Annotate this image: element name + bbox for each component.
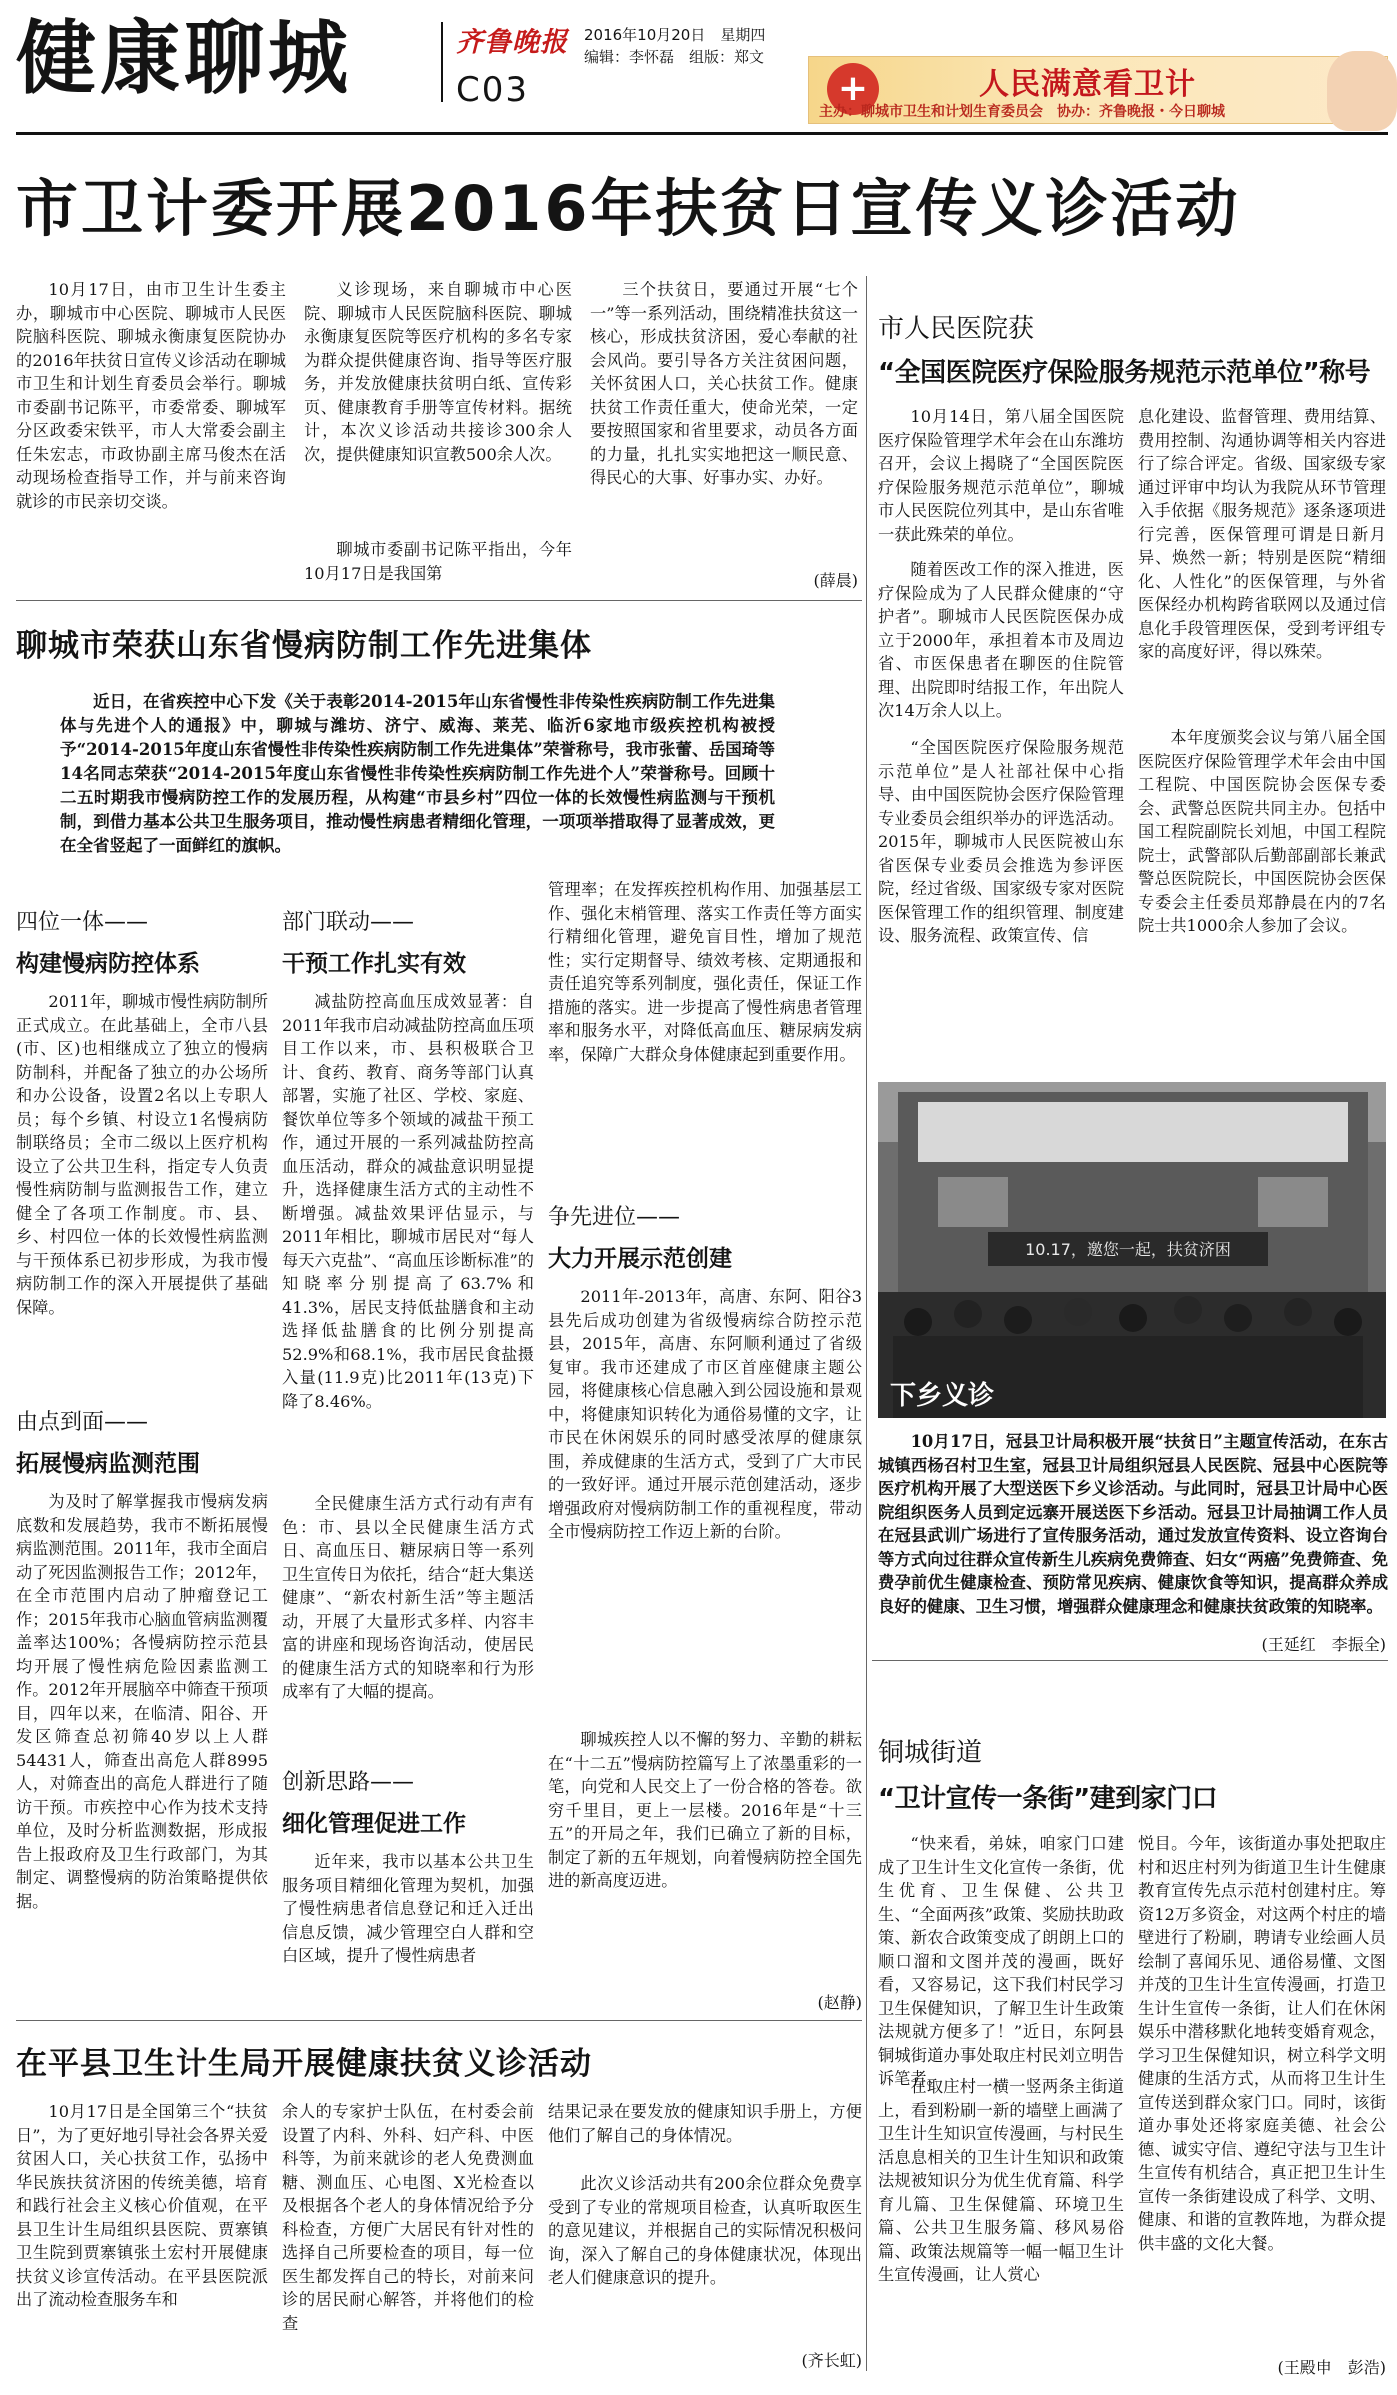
article3-col1: 10月17日是全国第三个“扶贫日”，为了更好地引导社会各界关爱贫困人口，关心扶贫工作，弘扬中华民族扶贫济困的传统美德，培育和践行社会主义核心价值观，在平县卫生计生局组织县医院、贾寨镇卫生院到贾寨镇张土宏村开展健康扶贫义诊宣传活动。在平县医院派出了流动检查服务车和 <box>16 2102 268 2309</box>
article2-col3-text: 管理率；在发挥疾控机构作用、加强基层工作、强化末梢管理、落实工作责任等方面实行精细化管理，避免盲目性，增加了规范性；实行定期督导、绩效考核、定期通报和责任追究等系列制度，强化责任，保证工作措施的落实。进一步提高了慢性病患者管理率和服务水平，对降低高血压、糖尿病发病率，保障广大群众身体健康起到重要作用。 <box>548 880 862 1064</box>
news-photo <box>878 1082 1386 1418</box>
sec5-text1: 2011年-2013年，高唐、东阿、阳谷3县先后成功创建为省级慢病综合防控示范县，2015年，高唐、东阿顺利通过了省级复审。我市还建成了市区首座健康主题公园，将健康核心信息融入到公园设施和景观中，将健康知识转化为通俗易懂的文字，让市民在休闲娱乐的同时感受浓厚的健康氛围，养成健康的生活方式，受到了广大市民的一致好评。通过开展示范创建活动，逐步增强政府对慢病防制工作的重视程度，带动全市慢病防控工作迈上新的台阶。 <box>548 1287 862 1541</box>
masthead-rule <box>16 132 1388 135</box>
article4-colA: 10月14日，第八届全国医院医疗保险管理学术年会在山东潍坊召开，会议上揭晓了“全国医院医疗保险服务规范示范单位”，聊城市人民医院位列其中，是山东省唯一获此殊荣的单位。 <box>878 407 1124 544</box>
sec3-kicker: 部门联动—— <box>282 910 415 935</box>
article2-credit: (赵静) <box>817 1993 862 2012</box>
divider <box>16 600 862 601</box>
article4-colA2: 随着医改工作的深入推进，医疗保险成为了人民群众健康的“守护者”。聊城市人民医院医保办成立于2000年，承担着本市及周边省、市医保患者在聊医的住院管理、出院即时结报工作，年出院人次14万余人以上。 <box>878 560 1124 720</box>
divider <box>872 1660 1388 1661</box>
sec2-title: 拓展慢病监测范围 <box>16 1451 200 1477</box>
article5-headline: “卫计宣传一条街”建到家门口 <box>878 1784 1218 1814</box>
article2-headline: 聊城市荣获山东省慢病防制工作先进集体 <box>16 628 592 664</box>
promo-banner <box>808 56 1388 124</box>
column-divider <box>866 276 867 2371</box>
masthead-divider <box>441 22 443 102</box>
sec1-kicker: 四位一体—— <box>16 910 149 935</box>
article2-lead: 近日，在省疾控中心下发《关于表彰2014-2015年山东省慢性非传染性疾病防制工作先进集体与先进个人的通报》中，聊城与潍坊、济宁、威海、莱芜、临沂6家地市级疾控机构被授予“2014-2015年度山东省慢性非传染性疾病防制工作先进集体”荣誉称号，我市张蕾、岳国琦等14名同志荣获“2014-2015年度山东省慢性非传染性疾病防制工作先进个人”荣誉称号。回顾十二五时期我市慢病防控工作的发展历程，从构建“市县乡村”四位一体的长效慢性病监测与干预机制，到借力基本公共卫生服务项目，推动慢性病患者精细化管理，一项项举措取得了显著成效，更在全省竖起了一面鲜红的旗帜。 <box>60 692 775 855</box>
main-headline: 市卫计委开展2016年扶贫日宣传义诊活动 <box>16 172 1241 245</box>
divider <box>16 2020 862 2021</box>
editor-line: 编辑：李怀磊 组版：郑文 <box>584 48 765 66</box>
sec4-text: 近年来，我市以基本公共卫生服务项目精细化管理为契机，加强了慢性病患者信息登记和迁入迁出信息反馈，减少管理空白人群和空白区域，提升了慢性病患者 <box>282 1852 534 1965</box>
article1-col2a: 义诊现场，来自聊城市中心医院、聊城市人民医院脑科医院、聊城永衡康复医院等医疗机构的多名专家为群众提供健康咨询、指导等医疗服务，并发放健康扶贫明白纸、宣传彩页、健康教育手册等宣传材料。据统计，本次义诊活动共接诊300余人次，提供健康知识宣教500余人次。 <box>304 280 572 464</box>
article4-kicker: 市人民医院获 <box>878 314 1035 344</box>
sec1-title: 构建慢病防控体系 <box>16 951 200 977</box>
article3-col3: 结果记录在要发放的健康知识手册上，方便他们了解自己的身体情况。 <box>548 2102 862 2145</box>
article4-headline: “全国医院医疗保险服务规范示范单位”称号 <box>878 358 1371 388</box>
banner-slogan: 人民满意看卫计 <box>979 67 1196 102</box>
sec3-text2: 全民健康生活方式行动有声有色：市、县以全民健康生活方式日、高血压日、糖尿病日等一系列卫生宣传日为依托，结合“赶大集送健康”、“新农村新生活”等主题活动，开展了大量形式多样、内容丰富的讲座和现场咨询活动，使居民的健康生活方式的知晓率和行为形成率有了大幅的提高。 <box>282 1494 534 1701</box>
article1-col3: 三个扶贫日，要通过开展“七个一”等一系列活动，围绕精准扶贫这一核心，形成扶贫济困，爱心奉献的社会风尚。要引导各方关注贫困问题，关怀贫困人口，关心扶贫工作。健康扶贫工作责任重大，使命光荣，一定要按照国家和省里要求，动员各方面的力量，扎扎实实地把这一顺民意、得民心的大事、好事办实、办好。 <box>590 280 858 487</box>
article1-credit: (薛晨) <box>813 571 858 590</box>
sec5-kicker: 争先进位—— <box>548 1205 681 1230</box>
photo-banner-text: 10.17，邀您一起，扶贫济困 <box>1025 1240 1231 1259</box>
sec3-text1: 减盐防控高血压成效显著：自2011年我市启动减盐防控高血压项目工作以来，市、县积极联合卫计、食药、教育、商务等部门认真部署，实施了社区、学校、家庭、餐饮单位等多个领域的减盐干预工作，通过开展的一系列减盐防控高血压活动，群众的减盐意识明显提升，选择健康生活方式的主动性不断增强。减盐效果评估显示，与2011年相比，聊城市居民对“每人每天六克盐”、“高血压诊断标准”的知晓率分别提高了63.7%和41.3%，居民支持低盐膳食和主动选择低盐膳食的比例分别提高52.9%和68.1%，我市居民食盐摄入量(11.9克)比2011年(13克)下降了8.46%。 <box>282 992 534 1411</box>
article4-colB: 息化建设、监督管理、费用结算、费用控制、沟通协调等相关内容进行了综合评定。省级、国家级专家通过评审中均认为我院从环节管理入手依据《服务规范》逐条逐项进行完善，医保管理可谓是日新月异、焕然一新；特别是医院“精细化、人性化”的医保管理，与外省医保经办机构跨省联网以及通过信息化手段管理医保，受到考评组专家的高度好评，得以殊荣。 <box>1138 407 1386 661</box>
date-line: 2016年10月20日 星期四 <box>584 26 766 44</box>
photo-illustration <box>878 1082 1386 1418</box>
health-cross-icon: + <box>827 63 879 115</box>
article3-headline: 在平县卫生计生局开展健康扶贫义诊活动 <box>16 2046 592 2082</box>
article5-credit: (王殿申 彭浩) <box>1277 2358 1386 2377</box>
article3-credit: (齐长虹) <box>801 2351 862 2370</box>
page-number: C03 <box>456 70 530 110</box>
sec3-title: 干预工作扎实有效 <box>282 951 466 977</box>
article5-kicker: 铜城街道 <box>878 1738 983 1768</box>
photo-label: 下乡义诊 <box>890 1381 995 1411</box>
article5-colA: “快来看，弟妹，咱家门口建成了卫生计生文化宣传一条街，优生优育、卫生保健、公共卫生、“全面两孩”政策、奖励扶助政策、新农合政策变成了朗朗上口的顺口溜和文图并茂的漫画，既好看，又容易记，这下我们村民学习卫生保健知识，了解卫生计生政策法规就方便多了！”近日，东阿县铜城街道办事处取庄村民刘立明告诉笔者。 <box>878 1834 1124 2088</box>
banner-sponsor: 主办：聊城市卫生和计划生育委员会 协办：齐鲁晚报・今日聊城 <box>819 104 1225 120</box>
sec5-text2: 聊城疾控人以不懈的努力、辛勤的耕耘在“十二五”慢病防控篇写上了浓墨重彩的一笔，向党和人民交上了一份合格的答卷。欲穷千里目，更上一层楼。2016年是“十三五”的开局之年，我们已确立了新的目标，制定了新的五年规划，向着慢病防控全国先进的新高度迈进。 <box>548 1730 862 1890</box>
article5-colB: 悦目。今年，该街道办事处把取庄村和迟庄村列为街道卫生计生健康教育宣传先点示范村创建村庄。筹资12万多资金，对这两个村庄的墙壁进行了粉刷，聘请专业绘画人员绘制了喜闻乐见、通俗易懂、文图并茂的卫生计生宣传漫画，打造卫生计生宣传一条街，让人们在休闲娱乐中潜移默化地转变婚育观念，学习卫生保健知识，树立科学文明健康的生活方式，从而将卫生计生宣传送到群众家门口。同时，该街道办事处还将家庭美德、社会公德、诚实守信、遵纪守法与卫生计生宣传有机结合，真正把卫生计生宣传一条街建设成了科学、文明、健康、和谐的宣教阵地，为群众提供丰盛的文化大餐。 <box>1138 1834 1386 2253</box>
article3-col2: 余人的专家护士队伍，在村委会前设置了内科、外科、妇产科、中医科等，为前来就诊的老人免费测血糖、测血压、心电图、X光检查以及根据各个老人的身体情况给予分科检查，方便广大居民有针对性的选择自己所要检查的项目，每一位医生都发挥自己的特长，对前来问诊的居民耐心解答，并将他们的检查 <box>282 2102 534 2333</box>
article4-colA3: “全国医院医疗保险服务规范示范单位”是人社部社保中心指导、由中国医院协会医疗保险管理专业委员会组织举办的评选活动。2015年，聊城市人民医院被山东省医保专业委员会推选为参评医院，经过省级、国家级专家对医院医保管理工作的组织管理、制度建设、服务流程、政策宣传、信 <box>878 738 1124 945</box>
photo-caption: 10月17日，冠县卫计局积极开展“扶贫日”主题宣传活动，在东古城镇西杨召村卫生室，冠县卫计局组织冠县人民医院、冠县中心医院等医疗机构开展了大型送医下乡义诊活动。与此同时，冠县卫计局中心医院组织医务人员到定远寨开展送医下乡活动。冠县卫计局抽调工作人员在冠县武训广场进行了宣传服务活动，通过发放宣传资料、设立咨询台等方式向过往群众宣传新生儿疾病免费筛查、妇女“两癌”免费筛查、免费孕前优生健康检查、预防常见疾病、健康饮食等知识，提高群众养成良好的健康、卫生习惯，增强群众健康理念和健康扶贫政策的知晓率。 <box>878 1432 1388 1616</box>
section-title: 健康聊城 <box>16 12 352 105</box>
article3-col3b: 此次义诊活动共有200余位群众免费享受到了专业的常规项目检查，认真听取医生的意见建议，并根据自己的实际情况积极问询，深入了解自己的身体健康状况，体现出老人们健康意识的提升。 <box>548 2174 862 2287</box>
sec2-kicker: 由点到面—— <box>16 1410 149 1435</box>
sec1-text: 2011年，聊城市慢性病防制所正式成立。在此基础上，全市八县(市、区)也相继成立了独立的慢病防制科，并配备了独立的办公场所和办公设备，设置2名以上专职人员；每个乡镇、村设立1名慢病防制联络员；全市二级以上医疗机构设立了公共卫生科，指定专人负责慢性病防制与监测报告工作，建立健全了各项工作制度。市、县、乡、村四位一体的长效慢性病监测与干预体系已初步形成，为我市慢病防制工作的深入开展提供了基础保障。 <box>16 992 268 1317</box>
article4-colB2: 本年度颁奖会议与第八届全国医院医疗保险管理学术年会由中国工程院、中国医院协会医保专委会、武警总医院共同主办。包括中国工程院副院长刘旭，中国工程院院士，武警部队后勤部副部长兼武警总医院院长，中国医院协会医保专委会主任委员郑静晨在内的7名院士共1000余人参加了会议。 <box>1138 728 1386 935</box>
article5-colA2: 在取庄村一横一竖两条主街道上，看到粉刷一新的墙壁上画满了卫生计生知识宣传漫画，与村民生活息息相关的卫生计生知识和政策法规被知识分为优生优育篇、科学育儿篇、卫生保健篇、环境卫生篇、公共卫生服务篇、移风易俗篇、政策法规篇等一幅一幅卫生计生宣传漫画，让人赏心 <box>878 2077 1124 2284</box>
photo-credit: (王延红 李振全) <box>1261 1635 1386 1654</box>
article1-col2b: 聊城市委副书记陈平指出，今年10月17日是我国第 <box>304 540 572 583</box>
sec5-title: 大力开展示范创建 <box>548 1246 732 1272</box>
banner-portrait-icon <box>1327 51 1397 131</box>
sec4-kicker: 创新思路—— <box>282 1770 415 1795</box>
paper-logo: 齐鲁晚报 <box>456 27 568 58</box>
sec2-text: 为及时了解掌握我市慢病发病底数和发展趋势，我市不断拓展慢病监测范围。2011年，我市全面启动了死因监测报告工作；2012年，在全市范围内启动了肿瘤登记工作；2015年我市心脑血管病监测覆盖率达100%；各慢病防控示范县均开展了慢性病危险因素监测工作。2012年开展脑卒中筛查干预项目，四年以来，在临清、阳谷、开发区筛查总初筛40岁以上人群54431人，筛查出高危人群8995人，对筛查出的高危人群进行了随访干预。市疾控中心作为技术支持单位，及时分析监测数据，形成报告上报政府及卫生行政部门，为其制定、调整慢病的防治策略提供依据。 <box>16 1492 268 1911</box>
sec4-title: 细化管理促进工作 <box>282 1811 466 1837</box>
article1-col1: 10月17日，由市卫生计生委主办，聊城市中心医院、聊城市人民医院脑科医院、聊城永衡康复医院协办的2016年扶贫日宣传义诊活动在聊城市卫生和计划生育委员会举行。聊城市委副书记陈平，市委常委、聊城军分区政委宋铁平，市人大常委会副主任朱宏志，市政协副主席马俊杰在活动现场检查指导工作，并与前来咨询就诊的市民亲切交谈。 <box>16 280 286 511</box>
